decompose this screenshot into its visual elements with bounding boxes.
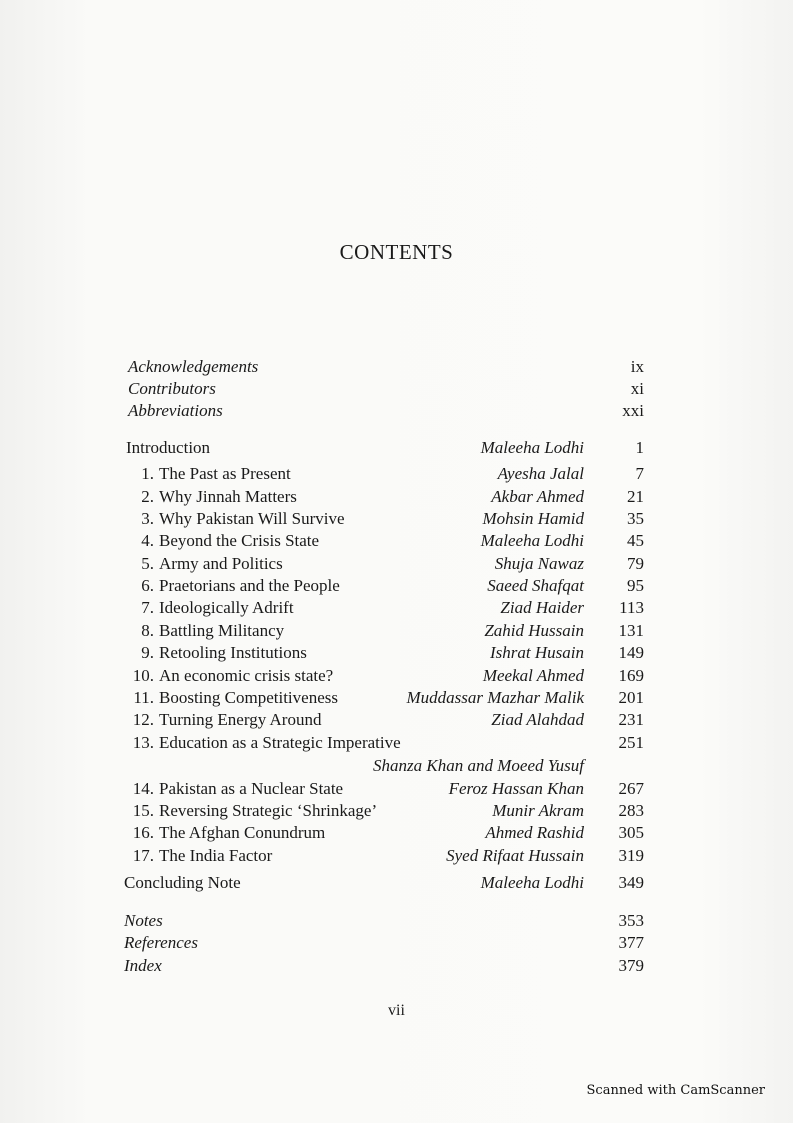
- chapter-entry: [126, 597, 644, 619]
- chapter-number: 15.: [132, 801, 154, 820]
- entry-page: 305: [618, 823, 644, 842]
- chapter-number: 14.: [132, 779, 154, 798]
- entry-page: 251: [618, 733, 644, 752]
- entry-title: Concluding Note: [124, 873, 241, 892]
- entry-page: 21: [627, 487, 644, 506]
- chapter-title: Education as a Strategic Imperative: [159, 733, 401, 752]
- front-matter-item: [128, 356, 644, 378]
- chapter-title: Praetorians and the People: [159, 576, 340, 595]
- chapter-author: Muddassar Mazhar Malik: [406, 688, 584, 707]
- chapter-author: Ziad Alahdad: [491, 710, 584, 729]
- chapter-title: The Past as Present: [159, 464, 291, 483]
- chapter-author: Mohsin Hamid: [482, 509, 584, 528]
- back-matter-item: [124, 910, 644, 932]
- chapter-entry: [126, 642, 644, 664]
- chapter-title: The India Factor: [159, 846, 273, 865]
- chapter-title: Retooling Institutions: [159, 643, 307, 662]
- entry-page: 79: [627, 554, 644, 573]
- chapter-entry: [126, 687, 644, 709]
- entry-page: xi: [630, 379, 644, 398]
- chapter-number: 2.: [141, 487, 154, 506]
- chapter-number: 17.: [132, 846, 154, 865]
- entry-page: 95: [627, 576, 644, 595]
- chapter-author: Feroz Hassan Khan: [448, 779, 584, 798]
- chapter-entry: [126, 709, 644, 731]
- entry-author: Maleeha Lodhi: [480, 873, 584, 892]
- chapter-title: Reversing Strategic ‘Shrinkage’: [159, 801, 378, 820]
- chapter-number: 5.: [141, 554, 154, 573]
- entry-page: 201: [618, 688, 644, 707]
- page-number: vii: [388, 1002, 405, 1019]
- entry-title: Introduction: [126, 438, 211, 457]
- entry-author: Maleeha Lodhi: [480, 438, 584, 457]
- entry-page: 35: [627, 509, 644, 528]
- chapter-author: Syed Rifaat Hussain: [446, 846, 584, 865]
- entry-title: Index: [124, 956, 162, 975]
- entry-title: References: [124, 933, 198, 952]
- chapter-entry: [126, 486, 644, 508]
- chapter-title: Army and Politics: [159, 554, 283, 573]
- scanner-watermark: Scanned with CamScanner: [586, 1083, 765, 1098]
- entry-page: 267: [618, 779, 644, 798]
- chapter-entry: [126, 508, 644, 530]
- entry-page: 319: [618, 846, 644, 865]
- entry-page: 1: [635, 438, 644, 457]
- chapter-number: 11.: [133, 688, 154, 707]
- chapter-entry: [126, 620, 644, 642]
- chapter-entry: [126, 822, 644, 844]
- chapter-author: Munir Akram: [492, 801, 584, 820]
- chapter-title: An economic crisis state?: [159, 666, 334, 685]
- entry-title: Contributors: [128, 379, 216, 398]
- chapter-author: Zahid Hussain: [484, 621, 584, 640]
- chapter-title: The Afghan Conundrum: [159, 823, 326, 842]
- entry-page: 349: [618, 873, 644, 892]
- back-matter-item: [124, 932, 644, 954]
- chapter-entry: [126, 732, 644, 754]
- entry-title: Notes: [124, 911, 163, 930]
- chapter-author: Maleeha Lodhi: [480, 531, 584, 550]
- entry-page: 283: [618, 801, 644, 820]
- chapter-author-line: [126, 755, 644, 777]
- chapter-entry: [126, 665, 644, 687]
- chapter-entry: [126, 845, 644, 867]
- chapter-number: 4.: [141, 531, 154, 550]
- entry-page: 149: [618, 643, 644, 662]
- back-matter-item: [124, 955, 644, 977]
- chapter-entry: [126, 575, 644, 597]
- chapter-title: Pakistan as a Nuclear State: [159, 779, 344, 798]
- chapter-author: Akbar Ahmed: [491, 487, 584, 506]
- chapter-title: Ideologically Adrift: [159, 598, 294, 617]
- chapter-number: 9.: [141, 643, 154, 662]
- chapter-author: Ayesha Jalal: [497, 464, 584, 483]
- chapter-author: Ahmed Rashid: [485, 823, 584, 842]
- chapter-entry: [126, 463, 644, 485]
- entry-title: Acknowledgements: [128, 357, 259, 376]
- chapter-title: Why Jinnah Matters: [159, 487, 297, 506]
- chapter-number: 10.: [132, 666, 154, 685]
- entry-page: 231: [618, 710, 644, 729]
- entry-page: 169: [618, 666, 644, 685]
- introduction-entry: [126, 437, 644, 459]
- chapter-title: Battling Militancy: [159, 621, 285, 640]
- chapter-title: Beyond the Crisis State: [159, 531, 320, 550]
- front-matter-item: [128, 378, 644, 400]
- chapter-entry: [126, 800, 644, 822]
- chapter-entry: [126, 778, 644, 800]
- chapter-author: Ishrat Husain: [490, 643, 584, 662]
- chapter-entry: [126, 553, 644, 575]
- chapter-number: 7.: [141, 598, 154, 617]
- chapter-number: 8.: [141, 621, 154, 640]
- front-matter-item: [128, 400, 644, 422]
- chapter-title: Boosting Competitiveness: [159, 688, 338, 707]
- chapter-number: 13.: [132, 733, 154, 752]
- chapter-title: Why Pakistan Will Survive: [159, 509, 345, 528]
- entry-page: 379: [618, 956, 644, 975]
- entry-title: Abbreviations: [128, 401, 223, 420]
- chapter-entry: [126, 530, 644, 552]
- chapter-author: Shuja Nawaz: [494, 554, 584, 573]
- entry-page: 131: [618, 621, 644, 640]
- entry-page: 45: [627, 531, 644, 550]
- chapter-number: 12.: [132, 710, 154, 729]
- chapter-number: 3.: [141, 509, 154, 528]
- chapter-author: Saeed Shafqat: [487, 576, 584, 595]
- entry-page: 377: [618, 933, 644, 952]
- entry-page: xxi: [622, 401, 644, 420]
- entry-page: ix: [630, 357, 644, 376]
- page-title: CONTENTS: [339, 240, 454, 264]
- chapter-author: Meekal Ahmed: [482, 666, 584, 685]
- chapter-number: 16.: [132, 823, 154, 842]
- chapter-title: Turning Energy Around: [159, 710, 322, 729]
- chapter-number: 1.: [141, 464, 154, 483]
- chapter-author: Shanza Khan and Moeed Yusuf: [373, 756, 584, 775]
- entry-page: 353: [618, 911, 644, 930]
- entry-page: 7: [635, 464, 644, 483]
- chapter-author: Ziad Haider: [500, 598, 584, 617]
- concluding-entry: [124, 872, 644, 894]
- chapter-number: 6.: [141, 576, 154, 595]
- entry-page: 113: [619, 598, 644, 617]
